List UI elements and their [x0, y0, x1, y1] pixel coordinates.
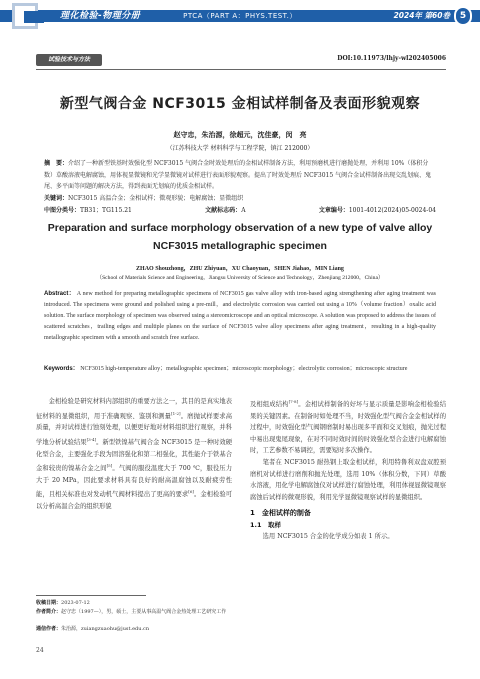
section-label: 试验技术与方法 — [36, 54, 102, 66]
keywords-label: 关键词： — [44, 195, 69, 202]
citation[interactable]: [7-8] — [288, 399, 299, 404]
english-keywords-label: Keywords： — [44, 366, 79, 372]
chinese-abstract — [44, 158, 436, 193]
english-keywords-text: NCF3015 high-temperature alloy；metallographic specimen；microscopic morphology；electrolytic corrosion；microscopic structure — [80, 366, 408, 372]
clc-number: 中图分类号：TB31；TG115.21 — [44, 207, 132, 214]
keywords-text: NCF3015 高温合金；金相试样；微观形貌；电解腐蚀；显微组织 — [68, 195, 244, 202]
english-abstract-label: Abstract： — [44, 291, 76, 297]
body-right-column — [250, 396, 446, 543]
abstract-label: 摘 要： — [44, 160, 69, 167]
issue-badge: 5 — [454, 6, 472, 26]
body-paragraph: 及相组成结构[7-8]。金相试样制备的好坏与显示质量是影响金相检验结果的关键因素。在制备时如处理不当，时效强化型气阀合金金相试样的过程中，时效强化型气阀钢磨制时易出现多平面和交叉划痕，抛光过程中易出现鬼尾现象，在对不同时效时间的时效强化型合金进行电解腐蚀时，工艺参数不易调控，需要短时多次操作。 — [250, 399, 447, 455]
footnote-received: 收稿日期：2023-07-12 — [36, 600, 90, 606]
year-volume: 2024年 第60卷 — [393, 11, 450, 20]
chinese-affiliation: （江苏科技大学 材料科学与工程学院，镇江 212000） — [166, 145, 314, 152]
body-paragraph: 金相检验是研究材料内部组织的重要方法之一，其目的是真实地表征材料的显微组织，用于准确观察、鉴别和测量[1-2]。磨抛试样要求高质量，并对试样进行蚀刻处理，以便更好地对材料组织进行观察，并科学地分析试验结果[3-4]。新型铁镍基气阀合金 NCF3015 是一种时效硬化型合金，主要强化手段为固溶强化和第二相强化，其性能介于铁基合金和较贵的镍基合金之间[5]。气阀的服役温度大于 700 ℃，服役压力大于 20 MPa，因此要求材料具有良好的耐高温腐蚀以及耐疲劳性能，且相关标准也对发动机气阀材料提出了更高的要求[6]。金相检验可以分析高温合金的组织形貌 — [36, 398, 233, 511]
header-divider — [36, 69, 446, 70]
footnote-divider — [36, 595, 146, 596]
article-number: 文章编号：1001-4012(2024)05-0024-04 — [318, 207, 436, 214]
journal-part-title: PTCA（PART A：PHYS.TEST.） — [183, 12, 297, 20]
body-paragraph: 选用 NCF3015 合金的化学成分如表 1 所示。 — [262, 533, 394, 541]
section-heading: 1 金相试样的制备 — [250, 509, 311, 518]
english-abstract — [44, 289, 436, 344]
journal-name: 理化检验-物理分册 — [60, 11, 141, 21]
subsection-heading: 1.1 取样 — [250, 521, 282, 530]
document-code: 文献标志码：A — [205, 207, 246, 214]
chinese-authors: 赵守忠，朱治源，徐超元，沈佳豪，闵 亮 — [173, 131, 307, 139]
chinese-keywords — [44, 193, 436, 205]
chinese-title: 新型气阀合金 NCF3015 金相试样制备及表面形貌观察 — [59, 96, 421, 112]
footnote-author: 作者简介：赵守忠（1997—），男，硕士，主要从事高温气阀合金热处理工艺研究工作 — [36, 609, 227, 615]
page-number: 24 — [36, 647, 44, 654]
doi: DOI:10.11973/lhjy-wl202405006 — [337, 55, 446, 62]
english-affiliation: （School of Materials Science and Engineering，Jiangsu University of Science and Technology，Zhenjiang 212000，China） — [96, 275, 384, 281]
english-keywords — [44, 364, 436, 375]
english-title: Preparation and surface morphology observation of a new type of valve alloy NCF3015 metallographic specimen — [47, 222, 433, 252]
english-authors: ZHAO Shouzhong，ZHU Zhiyuan，XU Chaoyuan，SHEN Jiahao，MIN Liang — [136, 266, 344, 272]
body-paragraph: 笔者在 NCF3015 耐热钢上取金相试样，利用特鲁利双盘双腔预磨机对试样进行磨削和抛光处理，选用 10%（体积分数，下同）草酸水溶液，用化学电解腐蚀仪对试样进行腐蚀处理，利用体视显微镜观察腐蚀后试样的微观形貌，利用光学显微镜观察试样的显微组织。 — [250, 459, 446, 501]
abstract-text: 介绍了一种新型铁基时效强化型 NCF3015 气阀合金时效处理后的金相试样制备方法，利用预磨机进行磨抛处理，并利用 10%（体积分数）草酸溶液电解腐蚀，用体视显微镜和光学显微镜对试样进行表面形貌观察。提出了时效处理后 NCF3015 气阀合金试样制备出现交乱划痕、鬼尾、多平面等问题的解决方法，得到表面无划痕的优质金相试样。 — [44, 160, 432, 190]
english-abstract-text: A new method for preparing metallographic specimens of NCF3015 gas valve alloy with iron-based aging strengthening after aging treatment was introduced. The specimens were ground and polished using a pre-mill，and electrolytic corrosion was carried out using a 10%（volume fraction）oxalic acid solution. The surface morphology of specimen was observed using a stereomicroscope and an optical microscope. A solution was proposed to address the issues of scattered scratches，trailing edges and multiple planes on the surface of NCF3015 valve alloy specimens after aging treatment，resulting in a high-quality metallographic specimen with a smooth and scratch free surface. — [44, 291, 437, 341]
classification-row — [44, 205, 436, 214]
citation[interactable]: [5] — [106, 463, 113, 469]
citation[interactable]: [1-2] — [171, 410, 181, 416]
citation[interactable]: [3-4] — [86, 436, 97, 442]
citation[interactable]: [6] — [188, 489, 194, 495]
body-left-column — [36, 396, 232, 513]
footnote-contact: 通信作者：朱治源，zuiangzuaohu@just.edu.cn — [36, 626, 150, 632]
journal-header — [0, 0, 480, 36]
